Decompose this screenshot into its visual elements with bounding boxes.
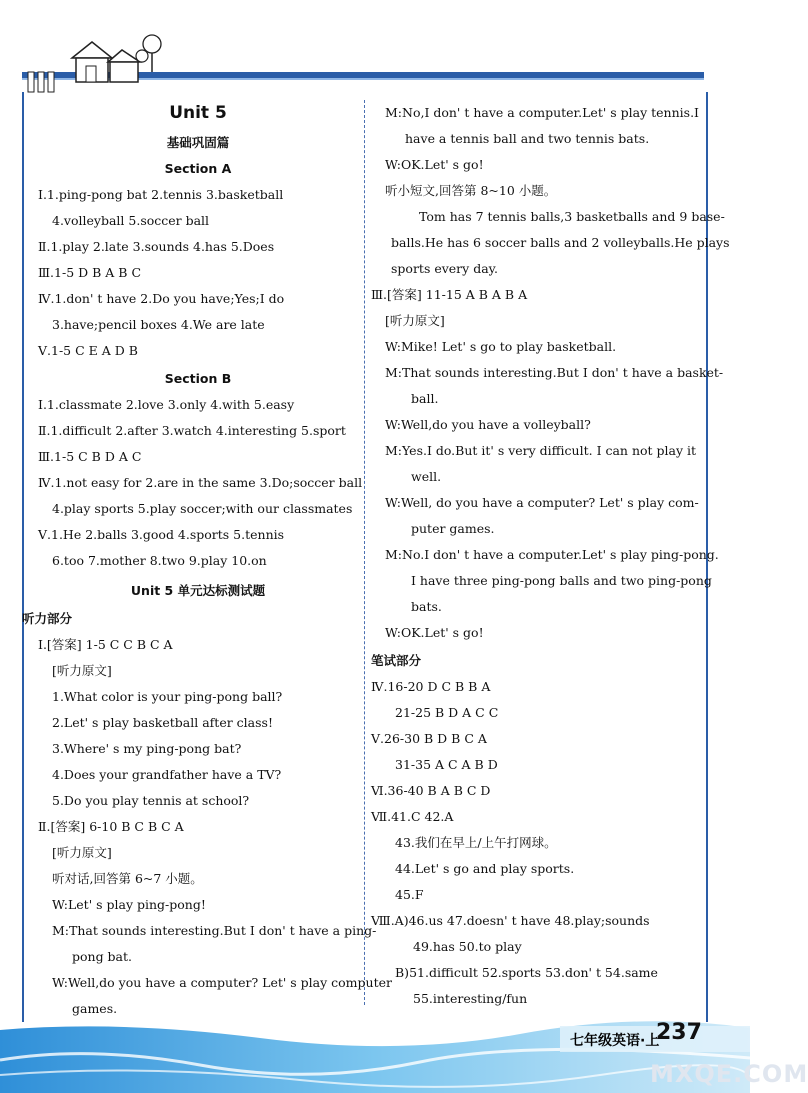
answer-line: Ⅳ.1.don' t have 2.Do you have;Yes;I do	[38, 291, 285, 306]
sub-title: 基础巩固篇	[166, 135, 230, 150]
script-line: M:No,I don' t have a computer.Let' s play tennis.I	[385, 105, 699, 120]
book-label: 七年级英语·上	[570, 1033, 660, 1049]
script-line: games.	[72, 1001, 118, 1016]
script-line: W:OK.Let' s go!	[385, 625, 484, 640]
section-a-title: Section A	[164, 161, 232, 176]
script-line: puter games.	[411, 521, 495, 536]
answer-line: Ⅱ.1.difficult 2.after 3.watch 4.interesting 5.sport	[38, 423, 346, 438]
unit-title: Unit 5	[169, 103, 227, 123]
script-line: 3.Where' s my ping-pong bat?	[52, 741, 242, 756]
header-banner	[0, 0, 750, 100]
column-divider	[364, 100, 365, 1005]
answer-line: Ⅱ.1.play 2.late 3.sounds 4.has 5.Does	[38, 239, 275, 254]
answer-line: 43.我们在早上/上午打网球。	[395, 835, 557, 850]
answer-line: Ⅰ.[答案] 1-5 C C B C A	[38, 637, 173, 652]
script-line: ball.	[411, 391, 439, 406]
script-line: 2.Let' s play basketball after class!	[52, 715, 273, 730]
script-line: 听小短文,回答第 8~10 小题。	[385, 183, 557, 198]
answer-line: Ⅲ.1-5 D B A B C	[38, 265, 142, 280]
passage-line: Tom has 7 tennis balls,3 basketballs and 9 base-	[419, 209, 725, 224]
script-line: W:Well, do you have a computer? Let' s play com-	[385, 495, 699, 510]
script-label: [听力原文]	[52, 663, 112, 678]
answer-line: 31-35 A C A B D	[395, 757, 498, 772]
answer-line: Ⅶ.41.C 42.A	[371, 809, 454, 824]
answer-line: Ⅳ.16-20 D C B B A	[371, 679, 491, 694]
script-line: 听对话,回答第 6~7 小题。	[52, 871, 203, 886]
answer-line: 6.too 7.mother 8.two 9.play 10.on	[52, 553, 267, 568]
answer-line: Ⅴ.1.He 2.balls 3.good 4.sports 5.tennis	[38, 527, 285, 542]
script-label: [听力原文]	[385, 313, 445, 328]
script-line: 1.What color is your ping-pong ball?	[52, 689, 283, 704]
answer-line: 55.interesting/fun	[413, 991, 528, 1006]
answer-line: Ⅷ.A)46.us 47.doesn' t have 48.play;sounds	[371, 913, 650, 928]
script-line: W:OK.Let' s go!	[385, 157, 484, 172]
script-line: W:Well,do you have a volleyball?	[385, 417, 591, 432]
script-line: I have three ping-pong balls and two ping-pong	[411, 573, 712, 588]
script-line: M:No.I don' t have a computer.Let' s play ping-pong.	[385, 547, 719, 562]
answer-line: Ⅰ.1.ping-pong bat 2.tennis 3.basketball	[38, 187, 284, 202]
test-title: Unit 5 单元达标测试题	[130, 583, 266, 598]
script-line: M:That sounds interesting.But I don' t have a ping-	[52, 923, 377, 938]
answer-line: Ⅳ.1.not easy for 2.are in the same 3.Do;soccer ball	[38, 475, 363, 490]
script-line: pong bat.	[72, 949, 133, 964]
answer-line: B)51.difficult 52.sports 53.don' t 54.same	[395, 965, 658, 980]
answer-line: Ⅵ.36-40 B A B C D	[371, 783, 491, 798]
answer-line: 21-25 B D A C C	[395, 705, 499, 720]
listening-title: 听力部分	[22, 611, 73, 626]
answer-line: Ⅰ.1.classmate 2.love 3.only 4.with 5.easy	[38, 397, 295, 412]
script-label: [听力原文]	[52, 845, 112, 860]
script-line: 4.Does your grandfather have a TV?	[52, 767, 282, 782]
script-line: W:Mike! Let' s go to play basketball.	[385, 339, 617, 354]
written-title: 笔试部分	[371, 653, 422, 668]
script-line: 5.Do you play tennis at school?	[52, 793, 250, 808]
section-b-title: Section B	[164, 371, 232, 386]
answer-line: 49.has 50.to play	[413, 939, 522, 954]
passage-line: sports every day.	[391, 261, 499, 276]
answer-line: 45.F	[395, 887, 424, 902]
answer-line: Ⅴ.1-5 C E A D B	[38, 343, 138, 358]
script-line: W:Well,do you have a computer? Let' s play computer	[52, 975, 392, 990]
passage-line: balls.He has 6 soccer balls and 2 volleyballs.He plays	[391, 235, 730, 250]
script-line: M:Yes.I do.But it' s very difficult. I can not play it	[385, 443, 697, 458]
answer-line: 44.Let' s go and play sports.	[395, 861, 575, 876]
house-icon	[28, 35, 161, 92]
script-line: M:That sounds interesting.But I don' t have a basket-	[385, 365, 724, 380]
script-line: bats.	[411, 599, 442, 614]
answer-line: 4.volleyball 5.soccer ball	[52, 213, 210, 228]
answer-line: Ⅴ.26-30 B D B C A	[371, 731, 487, 746]
answer-line: Ⅲ.1-5 C B D A C	[38, 449, 142, 464]
script-line: well.	[411, 469, 442, 484]
script-line: have a tennis ball and two tennis bats.	[405, 131, 650, 146]
answer-line: 4.play sports 5.play soccer;with our classmates	[52, 501, 353, 516]
script-line: W:Let' s play ping-pong!	[52, 897, 206, 912]
watermark: MXQE.COM	[650, 1060, 808, 1088]
answer-line: 3.have;pencil boxes 4.We are late	[52, 317, 265, 332]
answer-line: Ⅲ.[答案] 11-15 A B A B A	[371, 287, 528, 302]
answer-line: Ⅱ.[答案] 6-10 B C B C A	[38, 819, 184, 834]
page-number: 237	[656, 1020, 702, 1045]
